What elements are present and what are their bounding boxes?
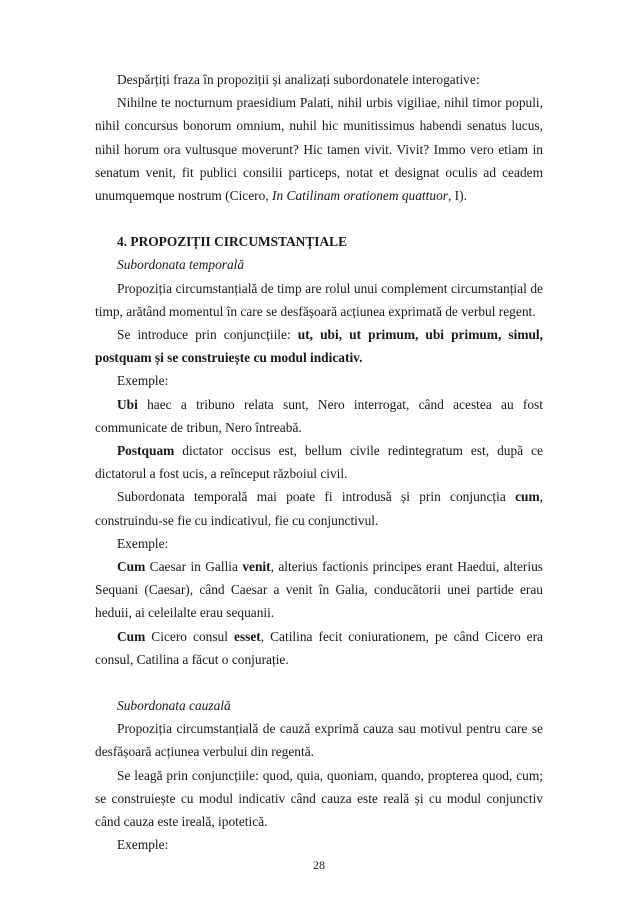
example-text: Cicero consul [145, 628, 234, 644]
cum-note-text: Subordonata temporală mai poate fi introdusă și prin conjuncția [117, 489, 516, 505]
example-keyword: Cum [117, 628, 146, 644]
latin-text: Nihilne te nocturnum praesidium Palati, nihil urbis vigiliae, nihil timor populi, nihil concursus bonorum omnium, nuhil hic munitissimus habendi senatus lucus, nihil horum ora vultusque moverunt? Hic tamen vivit. Vivit? Immo vero etiam in senatum venit, fit publici consilii particeps, notat et designat oculis ad ceadem unumquemque nostrum (Cicero, [95, 95, 543, 204]
example-text: , Catilina fecit coniurationem, pe când Cicero era consul, Catilina a făcut o conjurație. [95, 628, 543, 667]
example-text: , alterius factionis principes erant Haedui, alterius Sequani (Caesar), când Caesar a venit în Galia, conducătorii unei partide erau heduii, ai celeilalte erau sequanii. [95, 559, 543, 621]
example-postquam [95, 439, 543, 485]
conjunctions-list: ut, ubi, ut primum, ubi primum, simul, postquam și se construiește cu modul indicativ. [95, 327, 543, 366]
temporal-conjunctions [95, 323, 543, 369]
spacer [95, 207, 543, 230]
example-keyword: Ubi [117, 396, 138, 412]
examples-label: Exemple: [117, 535, 169, 551]
example-verb: venit [242, 559, 271, 575]
causal-definition: Propoziția circumstanțială de cauză exprimă cauza sau motivul pentru care se desfășoară acțiunea verbului din regentă. [95, 721, 543, 760]
examples-label: Exemple: [117, 373, 169, 389]
example-verb: esset [233, 628, 261, 644]
temporal-subtitle: Subordonata temporală [117, 257, 245, 273]
latin-passage [95, 91, 543, 207]
spacer [95, 671, 543, 694]
example-text: Caesar in Gallia [145, 559, 243, 575]
cum-note-text: , construindu-se fie cu indicativul, fie cu conjunctivul. [95, 489, 543, 528]
example-text: dictator occisus est, bellum civile redintegratum est, după ce dictatorul a fost ucis, a reînceput războiul civil. [95, 443, 543, 482]
page-content [95, 68, 543, 857]
example-keyword: Postquam [117, 443, 175, 459]
example-text: haec a tribuno relata sunt, Nero interrogat, când acestea au fost communicate de tribun, Nero întreabă. [95, 396, 543, 435]
example-cum-cicero [95, 625, 543, 671]
cum-note [95, 485, 543, 531]
cum-keyword: cum [515, 489, 540, 505]
latin-source-end: , I). [447, 188, 467, 204]
causal-subtitle: Subordonata cauzală [117, 698, 231, 714]
page-number: 28 [313, 858, 325, 872]
causal-conjunctions: Se leagă prin conjuncțiile: quod, quia, quoniam, quando, propterea quod, cum; se construiește cu modul indicativ când cauza este reală și cu modul conjunctiv când cauza este ireală, ipotetică. [95, 767, 543, 830]
latin-source-title: In Catilinam orationem quattuor [272, 188, 448, 204]
conjunctions-intro: Se introduce prin conjuncțiile: [117, 327, 298, 343]
example-cum-caesar [95, 555, 543, 625]
examples-label: Exemple: [117, 837, 169, 853]
exercise-instruction: Despărțiți fraza în propoziții și analizați subordonatele interogative: [117, 72, 480, 87]
section-heading: 4. PROPOZIȚII CIRCUMSTANȚIALE [117, 234, 348, 250]
example-keyword: Cum [117, 559, 146, 575]
example-ubi [95, 393, 543, 439]
temporal-definition: Propoziția circumstanțială de timp are rolul unui complement circumstanțial de timp, arătând momentul în care se desfășoară acțiunea exprimată de verbul regent. [95, 280, 543, 319]
